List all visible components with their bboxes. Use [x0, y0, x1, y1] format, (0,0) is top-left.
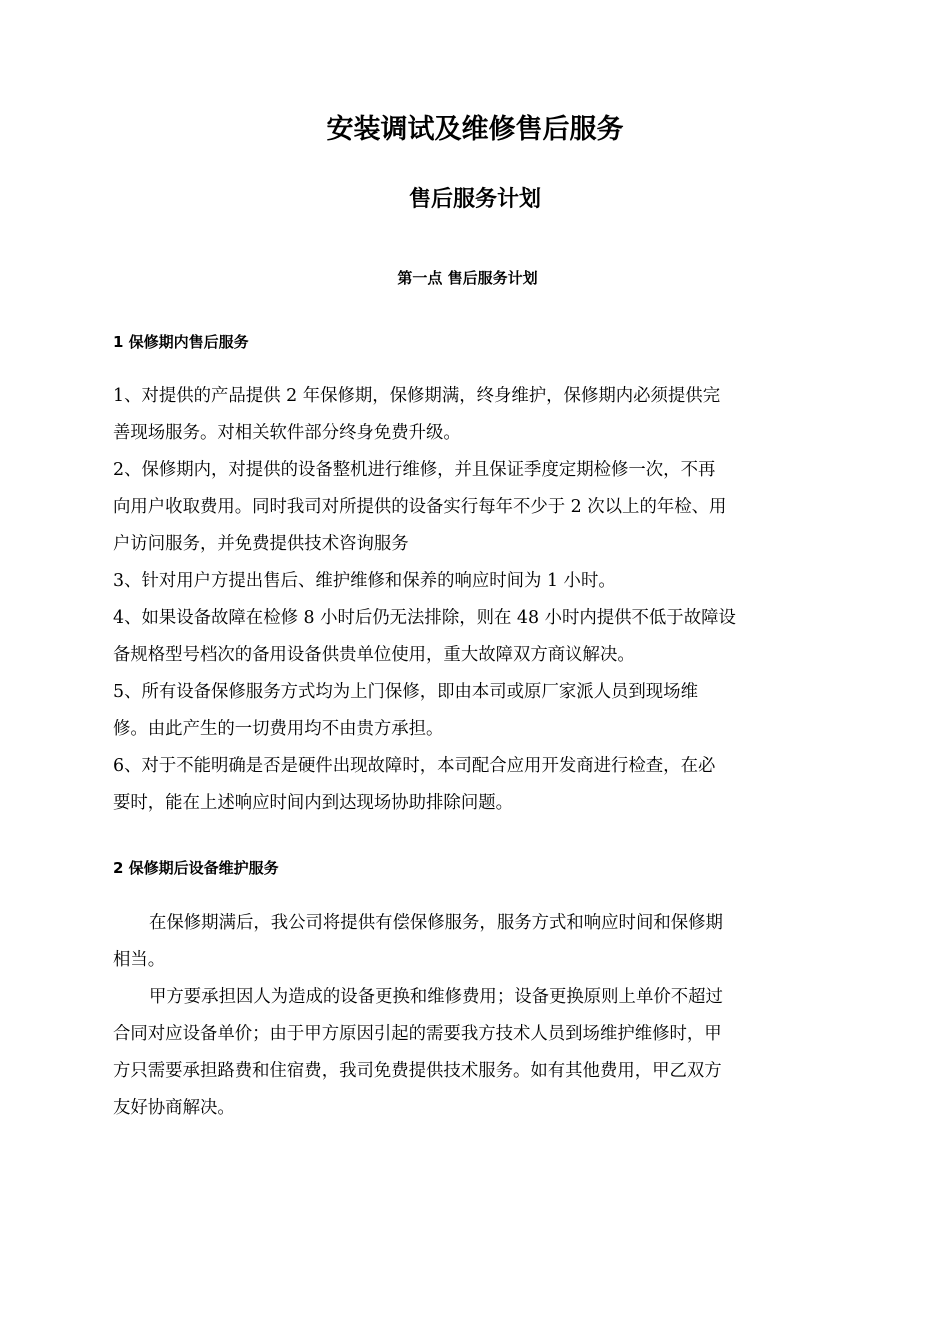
paragraph-line: 1、对提供的产品提供 2 年保修期，保修期满，终身维护，保修期内必须提供完	[113, 386, 721, 406]
paragraph-line: 修。由此产生的一切费用均不由贵方承担。	[113, 719, 444, 739]
post-warranty-paragraphs	[113, 905, 793, 1127]
paragraph-line: 4、如果设备故障在检修 8 小时后仍无法排除，则在 48 小时内提供不低于故障设	[113, 608, 736, 628]
paragraph-line: 备规格型号档次的备用设备供贵单位使用，重大故障双方商议解决。	[113, 645, 635, 665]
paragraph-line: 3、针对用户方提出售后、维护维修和保养的响应时间为 1 小时。	[113, 571, 616, 591]
paragraph-line: 善现场服务。对相关软件部分终身免费升级。	[113, 423, 461, 443]
document-title: 安装调试及维修售后服务	[326, 114, 624, 145]
warranty-period-list	[113, 378, 793, 822]
paragraph-line: 友好协商解决。	[113, 1098, 235, 1118]
section-heading-post-warranty: 2 保修期后设备维护服务	[113, 859, 279, 877]
section-heading-warranty-period: 1 保修期内售后服务	[113, 333, 249, 351]
point-heading: 第一点 售后服务计划	[397, 269, 538, 287]
document-subtitle: 售后服务计划	[408, 187, 541, 212]
paragraph-line: 向用户收取费用。同时我司对所提供的设备实行每年不少于 2 次以上的年检、用	[113, 497, 727, 517]
paragraph-line: 在保修期满后，我公司将提供有偿保修服务，服务方式和响应时间和保修期	[149, 913, 723, 933]
paragraph-line: 相当。	[113, 950, 166, 970]
paragraph-line: 户访问服务，并免费提供技术咨询服务	[113, 534, 409, 554]
paragraph-line: 2、保修期内，对提供的设备整机进行维修，并且保证季度定期检修一次，不再	[113, 460, 716, 480]
paragraph-line: 5、所有设备保修服务方式均为上门保修，即由本司或原厂家派人员到现场维	[113, 682, 698, 702]
paragraph-line: 6、对于不能明确是否是硬件出现故障时，本司配合应用开发商进行检查，在必	[113, 756, 716, 776]
paragraph-line: 合同对应设备单价；由于甲方原因引起的需要我方技术人员到场维护维修时，甲	[113, 1024, 722, 1044]
paragraph-line: 方只需要承担路费和住宿费，我司免费提供技术服务。如有其他费用，甲乙双方	[113, 1061, 722, 1081]
paragraph-line: 甲方要承担因人为造成的设备更换和维修费用；设备更换原则上单价不超过	[149, 987, 723, 1007]
paragraph-line: 要时，能在上述响应时间内到达现场协助排除问题。	[113, 793, 513, 813]
